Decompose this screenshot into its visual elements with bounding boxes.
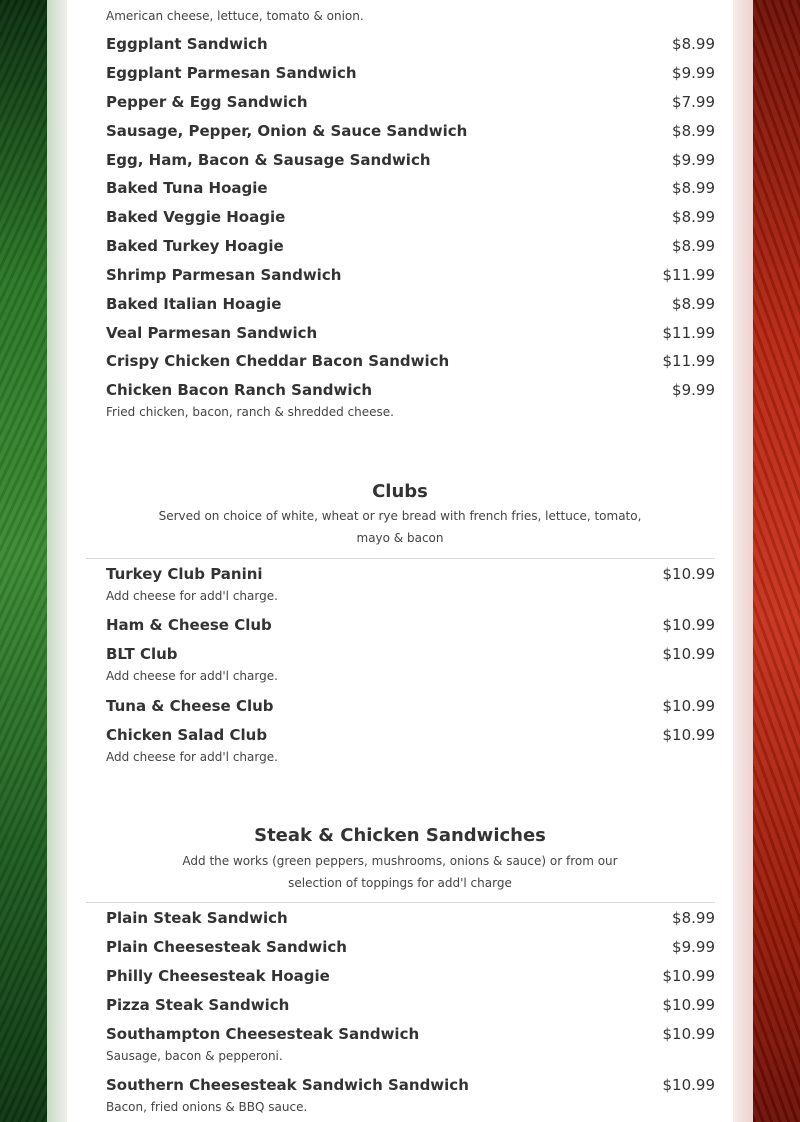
menu-item bbox=[106, 151, 715, 169]
menu-item bbox=[106, 122, 715, 140]
item-price: $8.99 bbox=[672, 122, 715, 140]
right-margin-shade bbox=[733, 0, 753, 1122]
menu-item bbox=[106, 266, 715, 284]
section-description-line: Served on choice of white, wheat or rye bread with french fries, lettuce, tomato, bbox=[158, 509, 642, 523]
item-name: Baked Italian Hoagie bbox=[106, 295, 282, 313]
item-name: Shrimp Parmesan Sandwich bbox=[106, 266, 342, 284]
menu-item bbox=[106, 381, 715, 419]
item-name: Baked Veggie Hoagie bbox=[106, 208, 286, 226]
item-name: Sausage, Pepper, Onion & Sauce Sandwich bbox=[106, 122, 468, 140]
red-flag-band bbox=[753, 0, 800, 1122]
item-description: Add cheese for add'l charge. bbox=[106, 669, 278, 683]
menu-item bbox=[106, 938, 715, 956]
item-price: $8.99 bbox=[672, 237, 715, 255]
item-price: $8.99 bbox=[672, 208, 715, 226]
item-price: $9.99 bbox=[672, 381, 715, 399]
section-divider bbox=[86, 558, 715, 559]
section-title: Steak & Chicken Sandwiches bbox=[254, 825, 546, 846]
item-price: $9.99 bbox=[672, 938, 715, 956]
item-name: Philly Cheesesteak Hoagie bbox=[106, 967, 330, 985]
menu-item bbox=[106, 93, 715, 111]
item-description: Add cheese for add'l charge. bbox=[106, 589, 278, 603]
item-name: Baked Tuna Hoagie bbox=[106, 179, 268, 197]
item-price: $8.99 bbox=[672, 295, 715, 313]
menu-item bbox=[106, 295, 715, 313]
menu-item bbox=[106, 352, 715, 370]
item-price: $9.99 bbox=[672, 151, 715, 169]
item-price: $10.99 bbox=[662, 726, 715, 744]
item-description: American cheese, lettuce, tomato & onion. bbox=[106, 9, 364, 23]
item-price: $8.99 bbox=[672, 179, 715, 197]
item-name: Pepper & Egg Sandwich bbox=[106, 93, 308, 111]
section-description bbox=[140, 850, 660, 894]
item-name: Chicken Bacon Ranch Sandwich bbox=[106, 381, 373, 399]
menu-item bbox=[106, 645, 715, 683]
item-price: $10.99 bbox=[662, 1025, 715, 1043]
item-name: Tuna & Cheese Club bbox=[106, 697, 274, 715]
item-name: Egg, Ham, Bacon & Sausage Sandwich bbox=[106, 151, 431, 169]
item-name: Ham & Cheese Club bbox=[106, 616, 272, 634]
item-price: $8.99 bbox=[672, 909, 715, 927]
section-title: Clubs bbox=[372, 481, 428, 502]
item-name: Eggplant Sandwich bbox=[106, 35, 268, 53]
menu-item bbox=[106, 237, 715, 255]
menu-item bbox=[106, 697, 715, 715]
item-price: $10.99 bbox=[662, 967, 715, 985]
menu-item bbox=[106, 967, 715, 985]
menu-item bbox=[106, 208, 715, 226]
section-divider bbox=[86, 902, 715, 903]
item-name: Crispy Chicken Cheddar Bacon Sandwich bbox=[106, 352, 450, 370]
menu-item bbox=[106, 909, 715, 927]
item-name: Southampton Cheesesteak Sandwich bbox=[106, 1025, 420, 1043]
section-description-line: selection of toppings for add'l charge bbox=[288, 876, 512, 890]
item-price: $11.99 bbox=[662, 352, 715, 370]
item-name: Veal Parmesan Sandwich bbox=[106, 324, 318, 342]
item-price: $10.99 bbox=[662, 996, 715, 1014]
item-price: $9.99 bbox=[672, 64, 715, 82]
menu-item bbox=[106, 616, 715, 634]
item-price: $10.99 bbox=[662, 697, 715, 715]
item-description: Bacon, fried onions & BBQ sauce. bbox=[106, 1100, 308, 1114]
menu-item bbox=[106, 179, 715, 197]
item-name: Eggplant Parmesan Sandwich bbox=[106, 64, 357, 82]
item-price: $7.99 bbox=[672, 93, 715, 111]
menu-item bbox=[106, 1025, 715, 1063]
item-name: Pizza Steak Sandwich bbox=[106, 996, 290, 1014]
item-name: Plain Steak Sandwich bbox=[106, 909, 288, 927]
item-name: Chicken Salad Club bbox=[106, 726, 268, 744]
item-description: Fried chicken, bacon, ranch & shredded cheese. bbox=[106, 405, 394, 419]
item-price: $11.99 bbox=[662, 324, 715, 342]
green-flag-band bbox=[0, 0, 47, 1122]
menu-item bbox=[106, 996, 715, 1014]
section-description-line: mayo & bacon bbox=[356, 531, 444, 545]
item-name: Plain Cheesesteak Sandwich bbox=[106, 938, 347, 956]
section-description bbox=[140, 505, 660, 549]
menu-item bbox=[106, 64, 715, 82]
item-name: BLT Club bbox=[106, 645, 178, 663]
item-price: $10.99 bbox=[662, 616, 715, 634]
section-description-line: Add the works (green peppers, mushrooms, onions & sauce) or from our bbox=[182, 854, 618, 868]
left-margin-shade bbox=[47, 0, 67, 1122]
menu-item bbox=[106, 1076, 715, 1114]
item-name: Baked Turkey Hoagie bbox=[106, 237, 284, 255]
item-name: Turkey Club Panini bbox=[106, 565, 263, 583]
menu-item bbox=[106, 324, 715, 342]
menu-item bbox=[106, 726, 715, 764]
item-price: $10.99 bbox=[662, 565, 715, 583]
item-description: Sausage, bacon & pepperoni. bbox=[106, 1049, 283, 1063]
item-price: $10.99 bbox=[662, 1076, 715, 1094]
item-description: Add cheese for add'l charge. bbox=[106, 750, 278, 764]
item-name: Southern Cheesesteak Sandwich Sandwich bbox=[106, 1076, 469, 1094]
menu-item bbox=[106, 35, 715, 53]
item-price: $8.99 bbox=[672, 35, 715, 53]
menu-item bbox=[106, 565, 715, 603]
item-price: $10.99 bbox=[662, 645, 715, 663]
item-price: $11.99 bbox=[662, 266, 715, 284]
